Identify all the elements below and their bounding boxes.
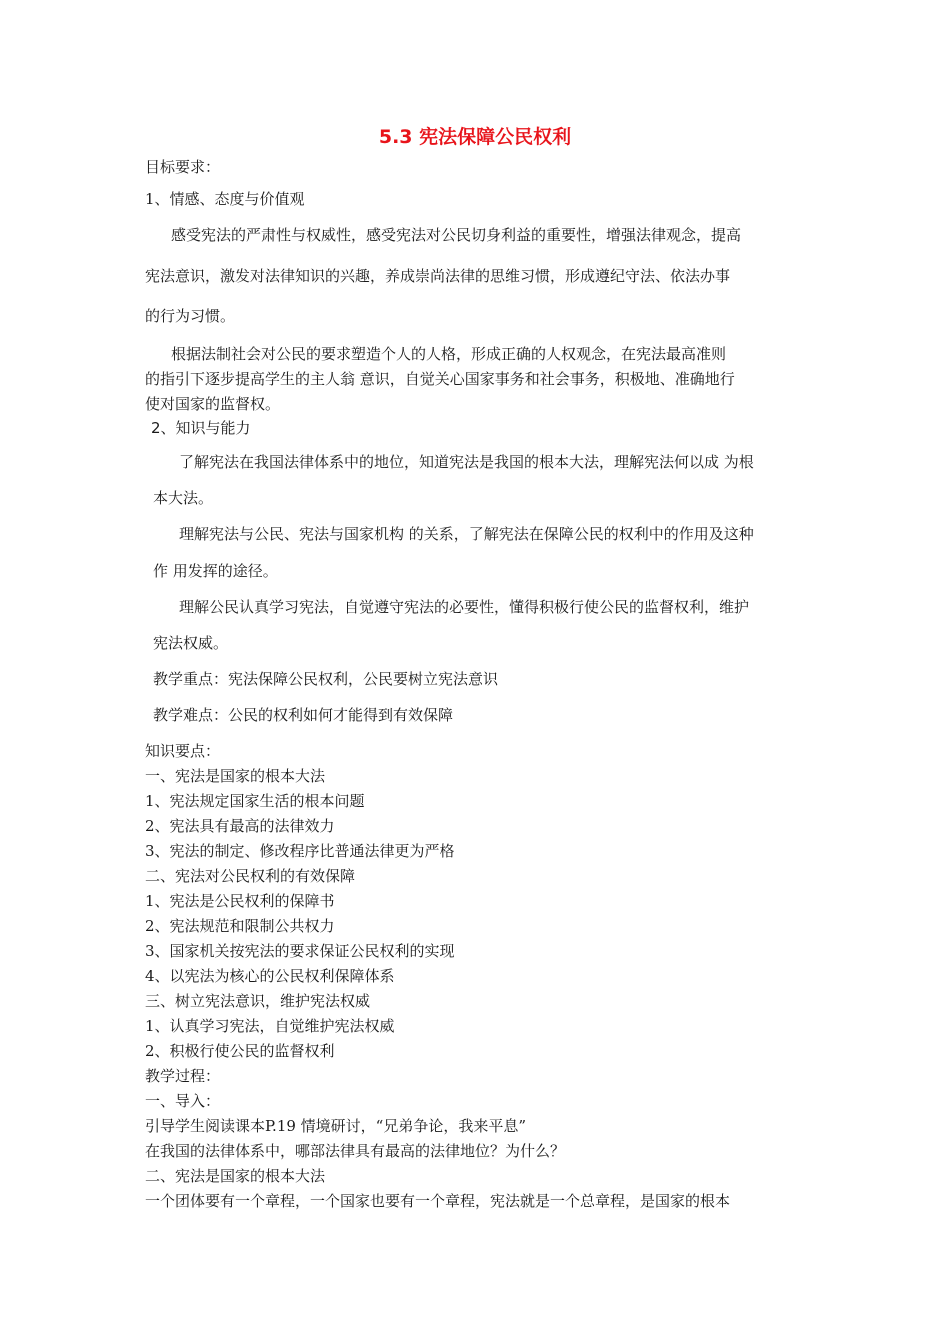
paragraph-line: 理解宪法与公民、宪法与国家机构 的关系，了解宪法在保障公民的权利中的作用及这种: [179, 525, 754, 543]
list-item: 二、宪法是国家的根本大法: [145, 1167, 326, 1185]
process-heading: 教学过程：: [145, 1067, 221, 1085]
paragraph-line: 宪法权威。: [153, 634, 229, 652]
list-item: 三、树立宪法意识，维护宪法权威: [145, 992, 371, 1010]
list-item: 引导学生阅读课本P.19 情境研讨，“兄弟争论，我来平息”: [145, 1117, 527, 1135]
list-item: 1、宪法是公民权利的保障书: [145, 892, 335, 910]
list-item: 1、认真学习宪法，自觉维护宪法权威: [145, 1017, 395, 1035]
list-item: 4、以宪法为核心的公民权利保障体系: [145, 967, 395, 985]
difficult-point: 教学难点：公民的权利如何才能得到有效保障: [153, 706, 454, 724]
paragraph-line: 感受宪法的严肃性与权威性，感受宪法对公民切身利益的重要性，增强法律观念，提高: [171, 226, 742, 244]
list-item: 2、宪法具有最高的法律效力: [145, 817, 335, 835]
document-title: 5.3 宪法保障公民权利: [378, 126, 572, 148]
goals-heading: 目标要求：: [145, 158, 221, 176]
paragraph-line: 了解宪法在我国法律体系中的地位，知道宪法是我国的根本大法，理解宪法何以成 为根: [179, 453, 754, 471]
paragraph-line: 一个团体要有一个章程，一个国家也要有一个章程，宪法就是一个总章程，是国家的根本: [145, 1192, 731, 1210]
list-item: 2、积极行使公民的监督权利: [145, 1042, 335, 1060]
list-item: 在我国的法律体系中，哪部法律具有最高的法律地位？为什么？: [145, 1142, 566, 1160]
paragraph-line: 根据法制社会对公民的要求塑造个人的人格，形成正确的人权观念，在宪法最高准则: [171, 345, 727, 363]
knowledge-heading: 知识要点：: [145, 742, 221, 760]
section-heading-knowledge: 2、知识与能力: [151, 419, 251, 437]
list-item: 二、宪法对公民权利的有效保障: [145, 867, 356, 885]
list-item: 1、宪法规定国家生活的根本问题: [145, 792, 365, 810]
paragraph-line: 使对国家的监督权。: [145, 395, 281, 413]
paragraph-line: 作 用发挥的途径。: [153, 562, 278, 580]
list-item: 3、宪法的制定、修改程序比普通法律更为严格: [145, 842, 455, 860]
paragraph-line: 宪法意识，激发对法律知识的兴趣，养成崇尚法律的思维习惯，形成遵纪守法、依法办事: [145, 267, 731, 285]
section-heading-attitudes: 1、情感、态度与价值观: [145, 190, 305, 208]
paragraph-line: 的行为习惯。: [145, 307, 236, 325]
key-point: 教学重点：宪法保障公民权利，公民要树立宪法意识: [153, 670, 499, 688]
list-item: 一、导入：: [145, 1092, 221, 1110]
paragraph-line: 理解公民认真学习宪法，自觉遵守宪法的必要性，懂得积极行使公民的监督权利，维护: [179, 598, 750, 616]
list-item: 3、国家机关按宪法的要求保证公民权利的实现: [145, 942, 455, 960]
list-item: 一、宪法是国家的根本大法: [145, 767, 326, 785]
paragraph-line: 的指引下逐步提高学生的主人翁 意识，自觉关心国家事务和社会事务，积极地、准确地行: [145, 370, 735, 388]
paragraph-line: 本大法。: [153, 489, 214, 507]
list-item: 2、宪法规范和限制公共权力: [145, 917, 335, 935]
